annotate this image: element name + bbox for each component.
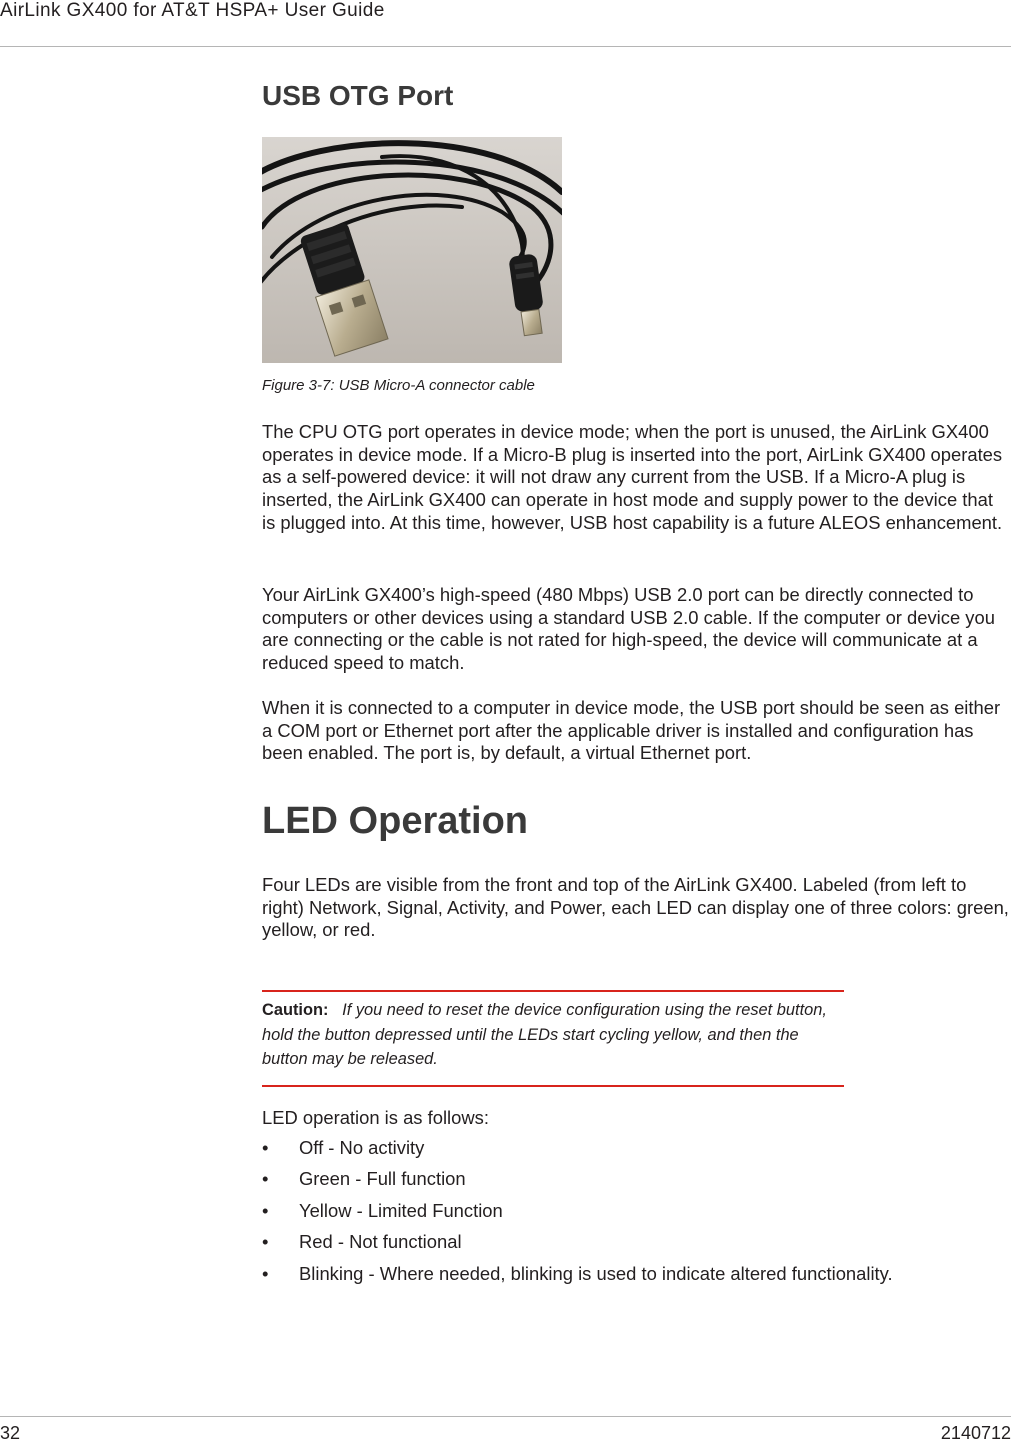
page-number: 32 — [0, 1423, 21, 1443]
led-status-list — [262, 1137, 1011, 1294]
list-item-text: Green - Full function — [299, 1168, 466, 1190]
list-item — [262, 1137, 1011, 1168]
footer-rule — [0, 1416, 1011, 1417]
list-item — [262, 1200, 1011, 1231]
bullet-icon: • — [262, 1168, 269, 1190]
led-list-intro: LED operation is as follows: — [262, 1107, 489, 1128]
bullet-icon: • — [262, 1199, 269, 1221]
header-rule — [0, 46, 1011, 47]
caution-box — [262, 990, 844, 1087]
bullet-icon: • — [262, 1137, 269, 1158]
section-heading-usb-otg-port: USB OTG Port — [262, 80, 454, 111]
usb-cable-illustration — [262, 137, 562, 363]
running-header: AirLink GX400 for AT&T HSPA+ User Guide — [0, 0, 385, 21]
list-item-text: Off - No activity — [299, 1137, 425, 1158]
usb-cable-photo — [262, 137, 562, 363]
paragraph-device-mode: When it is connected to a computer in device mode, the USB port should be seen as either a COM port or Ethernet port after the applicable driver is installed and configuration has been enabled. The port is, by default, a virtual Ethernet port. — [262, 697, 1001, 764]
list-item — [262, 1168, 1011, 1199]
paragraph-led-intro: Four LEDs are visible from the front and top of the AirLink GX400. Labeled (from left to right) Network, Signal, Activity, and Power, each LED can display one of three colors: green, yellow, or red. — [262, 874, 1009, 941]
list-item — [262, 1263, 1011, 1294]
list-item-text: Red - Not functional — [299, 1231, 462, 1253]
bullet-icon: • — [262, 1231, 269, 1253]
paragraph-high-speed: Your AirLink GX400’s high-speed (480 Mbps) USB 2.0 port can be directly connected to computers or other devices using a standard USB 2.0 cable. If the computer or device you are connecting or the cable is not rated for high-speed, the device will communicate at a reduced speed to match. — [262, 584, 995, 674]
figure-caption: Figure 3-7: USB Micro-A connector cable — [262, 377, 535, 394]
section-heading-led-operation: LED Operation — [262, 800, 529, 842]
caution-text: If you need to reset the device configuration using the reset button, hold the button depressed until the LEDs start cycling yellow, and then the button may be released. — [262, 1001, 827, 1068]
caution-label: Caution: — [262, 1001, 329, 1019]
list-item — [262, 1231, 1011, 1262]
list-item-text: Blinking - Where needed, blinking is used to indicate altered functionality. — [299, 1262, 893, 1284]
bullet-icon: • — [262, 1262, 269, 1284]
document-number: 2140712 — [940, 1423, 1011, 1443]
paragraph-otg-mode: The CPU OTG port operates in device mode; when the port is unused, the AirLink GX400 operates in device mode. If a Micro-B plug is inserted into the port, AirLink GX400 operates as a self-powered device: it will not draw any current from the USB. If a Micro-A plug is inserted, the AirLink GX400 can operate in host mode and supply power to the device that is plugged into. At this time, however, USB host capability is a future ALEOS enhancement. — [262, 421, 1003, 533]
list-item-text: Yellow - Limited Function — [299, 1199, 503, 1221]
